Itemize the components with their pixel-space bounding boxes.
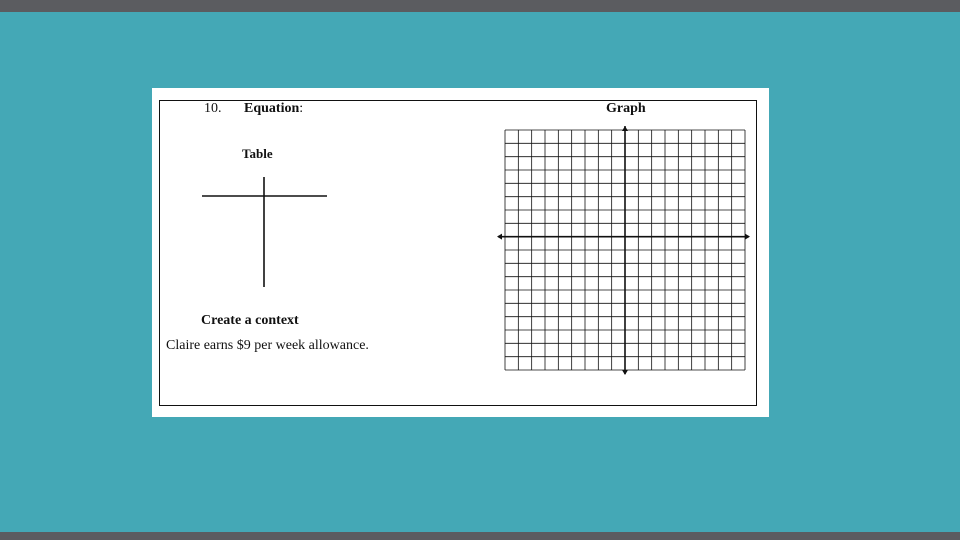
context-heading: Create a context	[201, 313, 299, 328]
top-bar	[0, 0, 960, 12]
graph-heading: Graph	[606, 101, 646, 116]
t-chart	[202, 177, 328, 289]
equation-label-text: Equation	[244, 101, 300, 116]
axes	[497, 126, 750, 375]
equation-heading	[244, 101, 303, 117]
x-axis-left-arrow	[497, 234, 502, 240]
bottom-bar	[0, 532, 960, 540]
problem-number: 10.	[204, 101, 222, 116]
context-sentence: Claire earns $9 per week allowance.	[166, 338, 369, 353]
y-axis-down-arrow	[622, 370, 628, 375]
x-axis-right-arrow	[745, 234, 750, 240]
coordinate-grid	[496, 126, 752, 376]
y-axis-up-arrow	[622, 126, 628, 131]
table-heading: Table	[242, 146, 273, 161]
equation-colon: :	[299, 101, 304, 116]
worksheet-image	[152, 88, 769, 417]
